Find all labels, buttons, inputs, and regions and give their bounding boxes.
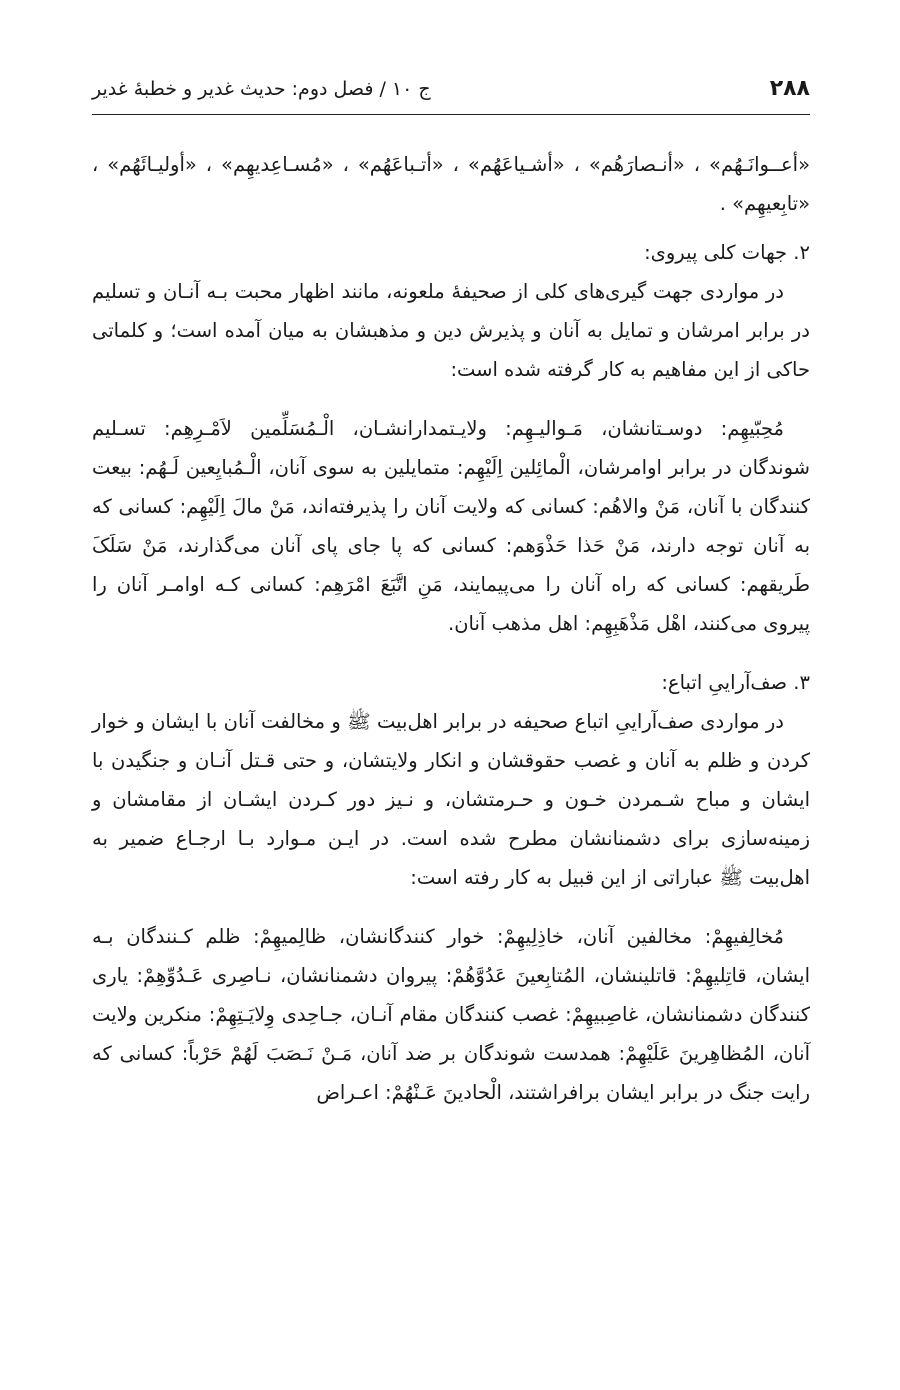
running-header	[92, 68, 810, 115]
running-title: ج ۱۰ / فصل دوم: حدیث غدیر و خطبهٔ غدیر	[92, 78, 431, 100]
list-continuation: «أعــوانَـهُم» ، «أنـصارَهُم» ، «أشـیاعَهُم» ، «أتـباعَهُم» ، «مُسـاعِدیهِم» ، «أولیـائَهُم» ، «تابِعیهِم» .	[92, 153, 810, 215]
book-page	[92, 68, 810, 1368]
section-2-glossary: مُحِبّیهِم: دوسـتانشان، مَـوالیـهِم: ولایـتمدارانشـان، الْـمُسَلِّمین لاَمْـرِهِم: تسـلیم شوندگان در برابر اوامرشان، الْمائِلین اِلَیْهِم: متمایلین به سوی آنان، الْـمُبایِعین لَـهُم: بیعت کنندگان با آنان، مَنْ والاهُم: کسانی که ولایت آنان را پذیرفته‌اند، مَنْ مالَ اِلَیْهِم: کسانی که به آنان توجه دارند، مَنْ حَذا حَذْوَهم: کسانی که پا جای پای آنان می‌گذارند، مَنْ سَلَکَ طَریقهم: کسانی که راه آنان را می‌پیمایند، مَنِ اتَّبَعَ امْرَهِم: کسانی کـه اوامـر آنان را پیروی می‌کنند، اهْل مَذْهَبِهِم: اهل مذهب آنان.	[92, 417, 810, 635]
page-body	[92, 115, 810, 1112]
page-number: ۲۸۸	[769, 76, 810, 101]
section-3-heading: ۳. صف‌آراییِ اتباع:	[661, 671, 810, 694]
section-2-heading: ۲. جهات کلی پیروی:	[644, 241, 810, 264]
section-3-paragraph: در مواردی صف‌آراییِ اتباع صحیفه در برابر اهل‌بیت ﷺ و مخالفت آنان با ایشان و خوار کردن و ظلم به آنان و غصب حقوقشان و انکار ولایتشان، و حتی قـتل آنـان و جنگیدن با ایشان و مباح شـمردن خـون و حـرمتشان، و نـیز دور کـردن ایشـان از مقامشان و زمینه‌سازی برای دشمنانشان مطرح شده است. در ایـن مـوارد بـا ارجـاع ضمیر به اهل‌بیت ﷺ عباراتی از این قبیل به کار رفته است:	[92, 710, 810, 889]
section-3-glossary: مُخالِفیهِمْ: مخالفین آنان، خاذِلِیهِمْ: خوار کنندگانشان، ظالِمیهِمْ: ظلم کـنندگان بـه ایشان، قاتِلیهِمْ: قاتلینشان، المُتابِعینَ عَدُوَّهُمْ: پیروان دشمنانشان، نـاصِری عَـدُوِّهِمْ: یاری کنندگان دشمنانشان، غاصِبیهِمْ: غصب کنندگان مقام آنـان، جـاحِدی وِلایَـتِهِمْ: منکرین ولایت آنان، المُظاهِرینَ عَلَیْهِمْ: همدست شوندگان بر ضد آنان، مَـنْ نَـصَبَ لَهُمْ حَرْباً: کسانی که رایت جنگ در برابر ایشان برافراشتند، الْحادینَ عَـنْهُمْ: اعـراض	[92, 925, 810, 1104]
section-2-paragraph: در مواردی جهت گیری‌های کلی از صحیفهٔ ملعونه، مانند اظهار محبت بـه آنـان و تسلیم در برابر امرشان و تمایل به آنان و پذیرش دین و مذهبشان به میان آمده است؛ و کلماتی حاکی از این مفاهیم به کار گرفته شده است:	[92, 280, 810, 381]
